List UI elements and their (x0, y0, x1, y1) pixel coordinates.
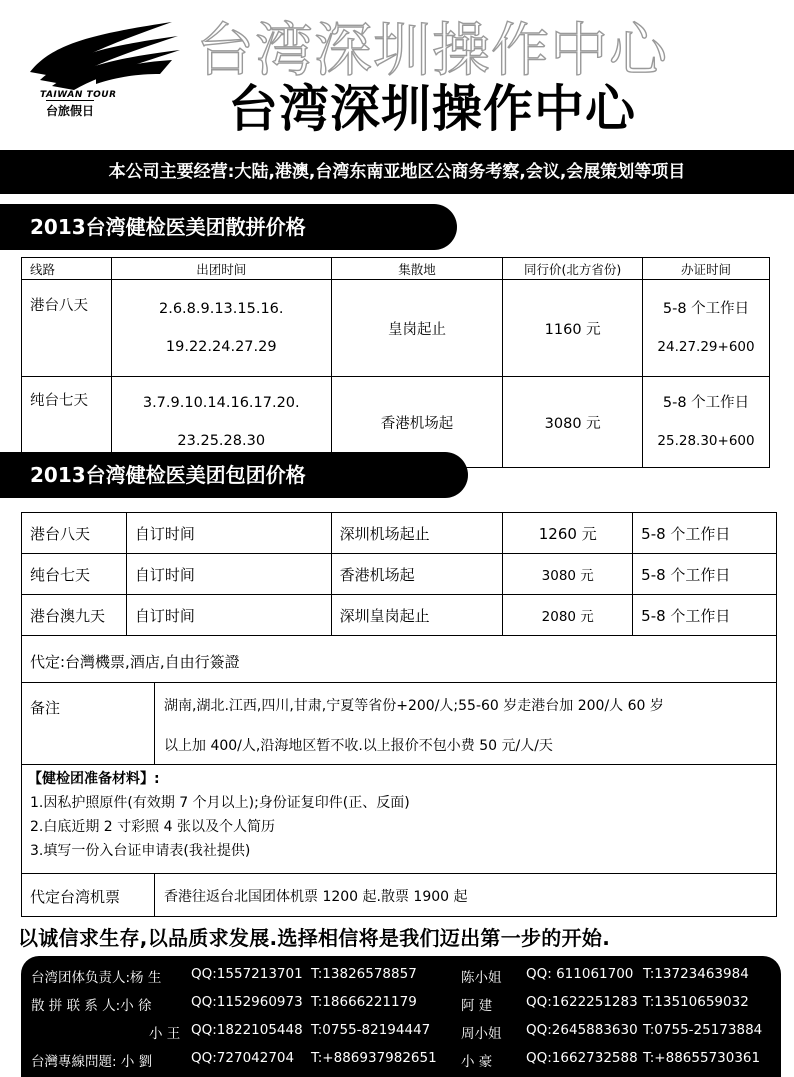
contact-tel: T:18666221179 (311, 994, 417, 1010)
materials-item-3: 3.填写一份入台证申请表(我社提供) (30, 843, 251, 859)
visa-line-1: 5-8 个工作日 (662, 301, 750, 317)
contact-qq: QQ: 611061700 (526, 966, 634, 982)
price-cell: 3080 元 (503, 554, 633, 595)
divider (154, 873, 155, 917)
price-cell: 1160 元 (503, 280, 643, 377)
notes-line-1: 湖南,湖北.江西,四川,甘肃,宁夏等省份+200/人;55-60 岁走港台加 200/人 60 岁 (164, 698, 664, 714)
contact-name: 周小姐 (461, 1026, 502, 1042)
notes-line-2: 以上加 400/人,沿海地区暂不收.以上报价不包小费 50 元/人/天 (164, 738, 553, 754)
group-tour-price-table (21, 257, 770, 468)
dates-line-1: 3.7.9.10.14.16.17.20. (142, 395, 300, 411)
contact-footer (21, 956, 781, 1077)
contact-tel: T:0755-25173884 (643, 1022, 763, 1038)
visa-line-1: 5-8 个工作日 (662, 395, 750, 411)
time-cell: 自订时间 (126, 513, 331, 554)
visa-line-2: 24.27.29+600 (657, 339, 755, 355)
place-cell: 香港机场起 (331, 377, 503, 468)
company-slogan: 以诚信求生存,以品质求发展.选择相信将是我们迈出第一步的开始. (18, 926, 611, 950)
header-meeting-point: 集散地 (331, 258, 503, 280)
dates-line-1: 2.6.8.9.13.15.16. (158, 301, 284, 317)
contact-tel: T:13723463984 (643, 966, 749, 982)
contact-qq: QQ:1152960973 (191, 994, 303, 1010)
contact-tel: T:13510659032 (643, 994, 749, 1010)
contact-role: 台湾团体负责人:杨 生 (31, 970, 162, 986)
visa-cell (643, 377, 770, 468)
time-cell: 自订时间 (126, 554, 331, 595)
business-scope-bar: 本公司主要经营:大陆,港澳,台湾东南亚地区公商务考察,会议,会展策划等项目 (0, 150, 794, 194)
route-cell: 纯台七天 (22, 377, 112, 468)
title-outline: 台湾深圳操作中心 (196, 16, 669, 84)
logo-chinese-text: 台旅假日 (46, 100, 94, 119)
logo-english-text: TAIWAN TOUR (40, 90, 117, 100)
departure-cell (111, 280, 331, 377)
agency-services: 代定:台灣機票,酒店,自由行簽證 (30, 653, 240, 671)
notes-label: 备注 (30, 699, 61, 717)
price-cell: 1260 元 (503, 513, 633, 554)
contact-qq: QQ:1622251283 (526, 994, 638, 1010)
route-cell: 港台八天 (22, 280, 112, 377)
divider (21, 764, 777, 765)
time-cell: 自订时间 (126, 595, 331, 636)
contact-qq: QQ:727042704 (191, 1050, 295, 1066)
table-row (22, 554, 777, 595)
price-cell: 3080 元 (503, 377, 643, 468)
header-route: 线路 (22, 258, 112, 280)
contact-name: 陈小姐 (461, 970, 502, 986)
place-cell: 深圳皇岗起止 (331, 595, 503, 636)
route-cell: 纯台七天 (22, 554, 127, 595)
table-header-row (22, 258, 770, 280)
visa-cell (643, 280, 770, 377)
table-row (22, 513, 777, 554)
contact-tel: T:+88655730361 (643, 1050, 761, 1066)
contact-name: 小 豪 (461, 1054, 493, 1070)
route-cell: 港台八天 (22, 513, 127, 554)
table-row (22, 595, 777, 636)
place-cell: 深圳机场起止 (331, 513, 503, 554)
header-price: 同行价(北方省份) (503, 258, 643, 280)
visa-cell: 5-8 个工作日 (633, 554, 777, 595)
divider (21, 682, 777, 683)
contact-qq: QQ:1662732588 (526, 1050, 638, 1066)
header-visa-time: 办证时间 (643, 258, 770, 280)
section-title-group-tour: 2013台湾健检医美团散拼价格 (0, 204, 457, 250)
ticket-label: 代定台湾机票 (30, 888, 121, 906)
contact-role: 台灣專線問題: 小 劉 (31, 1054, 153, 1070)
private-tour-price-table (21, 512, 777, 636)
page-title: 台湾深圳操作中心 (228, 80, 636, 138)
contact-tel: T:0755-82194447 (311, 1022, 431, 1038)
table-row (22, 280, 770, 377)
header-departure: 出团时间 (111, 258, 331, 280)
contact-qq: QQ:1822105448 (191, 1022, 303, 1038)
materials-item-1: 1.因私护照原件(有效期 7 个月以上);身份证复印件(正、反面) (30, 795, 410, 811)
contact-tel: T:13826578857 (311, 966, 417, 982)
contact-qq: QQ:1557213701 (191, 966, 303, 982)
dates-line-2: 23.25.28.30 (177, 433, 266, 449)
section-title-private-tour: 2013台湾健检医美团包团价格 (0, 452, 468, 498)
divider (21, 873, 777, 874)
materials-item-2: 2.白底近期 2 寸彩照 4 张以及个人简历 (30, 819, 275, 835)
contact-name: 阿 建 (461, 998, 493, 1014)
contact-role: 小 王 (149, 1026, 181, 1042)
ticket-text: 香港往返台北国团体机票 1200 起.散票 1900 起 (164, 889, 468, 905)
place-cell: 香港机场起 (331, 554, 503, 595)
price-cell: 2080 元 (503, 595, 633, 636)
visa-cell: 5-8 个工作日 (633, 595, 777, 636)
visa-cell: 5-8 个工作日 (633, 513, 777, 554)
contact-tel: T:+886937982651 (311, 1050, 437, 1066)
materials-title: 【健检团准备材料】: (28, 771, 160, 787)
contact-role: 散 拼 联 系 人:小 徐 (31, 998, 152, 1014)
contact-qq: QQ:2645883630 (526, 1022, 638, 1038)
divider (154, 682, 155, 764)
visa-line-2: 25.28.30+600 (657, 433, 755, 449)
route-cell: 港台澳九天 (22, 595, 127, 636)
dates-line-2: 19.22.24.27.29 (165, 339, 277, 355)
place-cell: 皇岗起止 (331, 280, 503, 377)
